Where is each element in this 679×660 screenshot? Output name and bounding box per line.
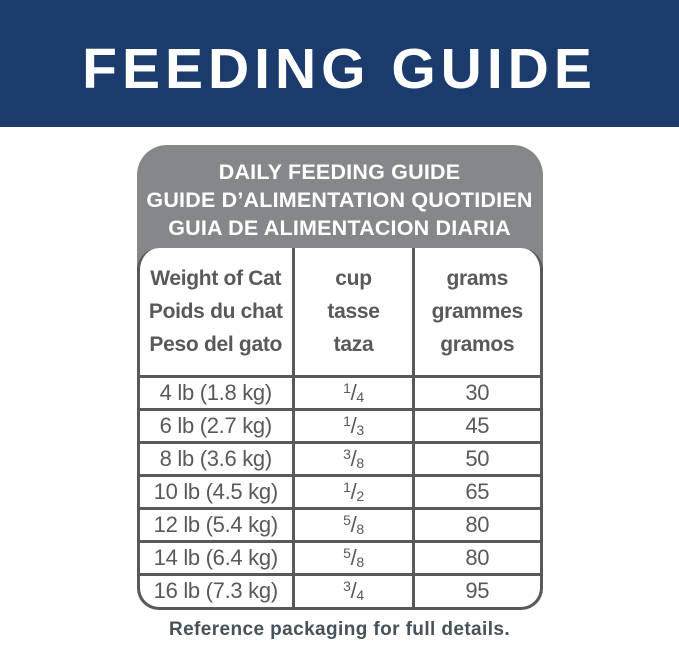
guide-title-spanish: GUIA DE ALIMENTACION DIARIA <box>168 216 511 240</box>
feeding-guide-banner <box>0 0 679 127</box>
grams-cell: 95 <box>414 574 540 607</box>
weight-cell: 12 lb (5.4 kg) <box>140 508 294 541</box>
table-row <box>140 541 540 574</box>
col-header-weight-en: Weight of Cat <box>150 266 282 290</box>
col-header-weight-fr: Poids du chat <box>148 299 283 323</box>
table-row <box>140 508 540 541</box>
cup-cell <box>294 409 414 442</box>
weight-cell: 6 lb (2.7 kg) <box>140 409 294 442</box>
col-header-grams-en: grams <box>446 266 509 290</box>
col-header-grams-es: gramos <box>440 332 515 356</box>
col-header-weight <box>140 248 294 376</box>
table-row <box>140 409 540 442</box>
weight-cell: 10 lb (4.5 kg) <box>140 475 294 508</box>
guide-title-english: DAILY FEEDING GUIDE <box>218 160 461 184</box>
table-row <box>140 574 540 607</box>
weight-cell: 8 lb (3.6 kg) <box>140 442 294 475</box>
cup-fraction: $^5$/8 <box>343 544 364 570</box>
table-header-row <box>140 248 540 376</box>
footer-note: Reference packaging for full details. <box>168 619 511 640</box>
grams-cell: 65 <box>414 475 540 508</box>
grams-cell: 80 <box>414 508 540 541</box>
cup-fraction: $^5$/8 <box>343 511 364 537</box>
col-header-cup-fr: tasse <box>327 299 380 323</box>
cup-fraction: $^3$/8 <box>343 445 364 471</box>
cup-cell <box>294 376 414 409</box>
cup-fraction: $^1$/2 <box>343 478 364 504</box>
cup-cell <box>294 442 414 475</box>
daily-feeding-guide-card <box>137 145 543 610</box>
col-header-grams-fr: grammes <box>431 299 523 323</box>
grams-cell: 50 <box>414 442 540 475</box>
table-row <box>140 376 540 409</box>
guide-title-french: GUIDE D’ALIMENTATION QUOTIDIEN <box>146 188 533 212</box>
table-row <box>140 442 540 475</box>
cup-cell <box>294 475 414 508</box>
col-header-cup-en: cup <box>335 266 372 290</box>
weight-cell: 16 lb (7.3 kg) <box>140 574 294 607</box>
grams-cell: 80 <box>414 541 540 574</box>
grams-cell: 45 <box>414 409 540 442</box>
cup-cell <box>294 508 414 541</box>
cup-cell <box>294 541 414 574</box>
col-header-weight-es: Peso del gato <box>149 332 283 356</box>
cup-fraction: $^1$/4 <box>343 379 364 405</box>
feeding-table-container <box>137 248 543 610</box>
col-header-grams <box>414 248 540 376</box>
col-header-cup-es: taza <box>333 332 374 356</box>
cup-cell <box>294 574 414 607</box>
feeding-table <box>140 248 540 607</box>
col-header-cup <box>294 248 414 376</box>
page-title: FEEDING GUIDE <box>82 36 597 101</box>
grams-cell: 30 <box>414 376 540 409</box>
cup-fraction: $^1$/3 <box>343 412 364 438</box>
weight-cell: 4 lb (1.8 kg) <box>159 379 272 405</box>
weight-cell: 14 lb (6.4 kg) <box>140 541 294 574</box>
table-row <box>140 475 540 508</box>
cup-fraction: $^3$/4 <box>343 578 364 604</box>
